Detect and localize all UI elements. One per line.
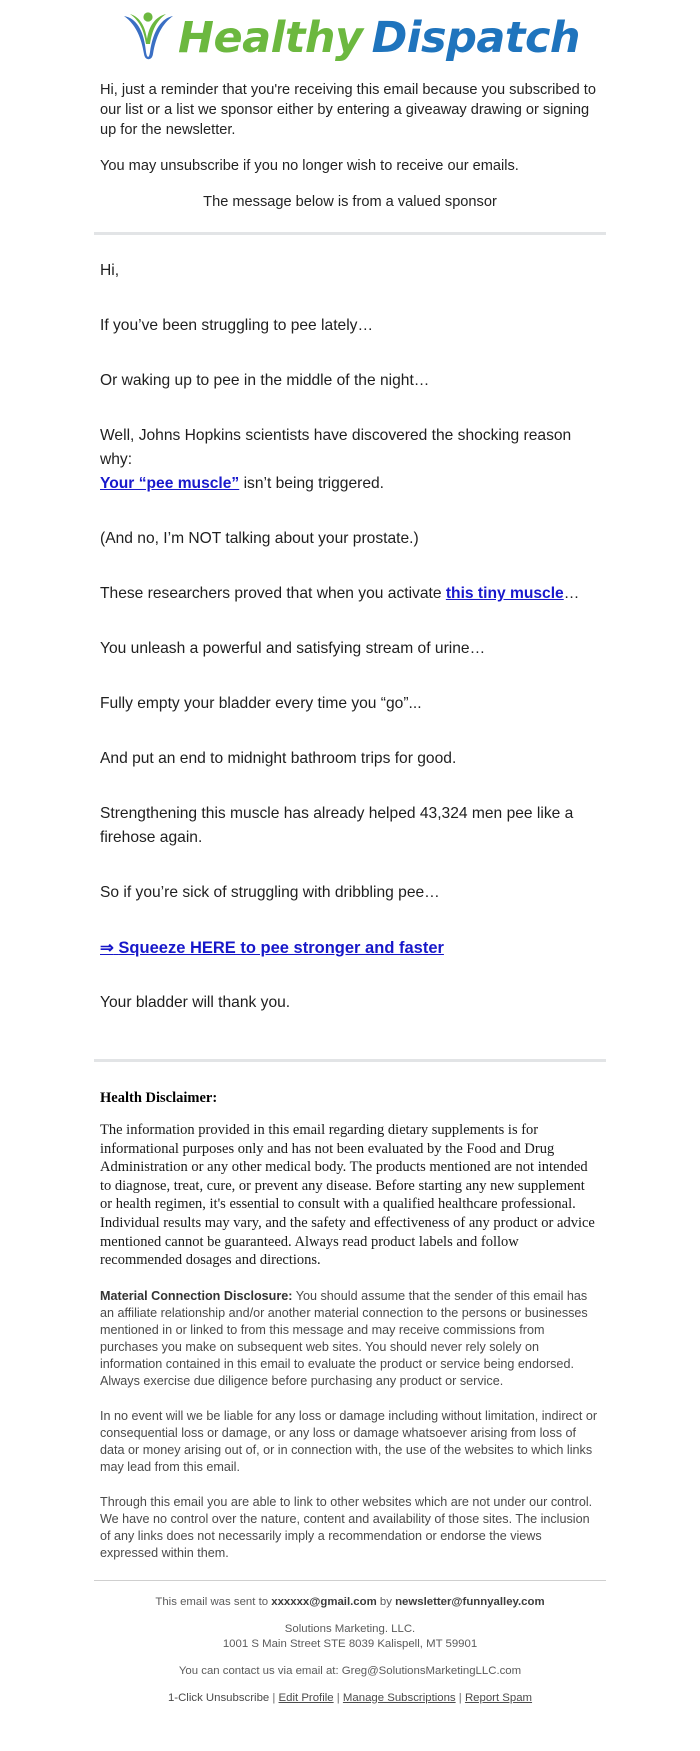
contact-line: You can contact us via email at: Greg@SolutionsMarketingLLC.com [178,1664,522,1677]
liability-text: In no event will we be liable for any loss or damage including without limitation, indirect or consequential loss or damage, or any loss or damage whatsoever arising from loss of data or money arising out of, or in connection with, the use of the websites to which links may lead from this email. [100,1408,598,1474]
cta-link[interactable] [100,939,444,957]
footer-separator-1: | [269,1691,279,1704]
street-address: 1001 S Main Street STE 8039 Kalispell, MT 59901 [222,1637,478,1650]
sender-email: newsletter@funnyalley.com [395,1595,545,1608]
one-click-unsubscribe-link[interactable]: 1-Click Unsubscribe [167,1691,270,1704]
greeting: Hi, [100,262,120,279]
paragraph-5-lead: These researchers proved that when you activate [100,585,446,602]
paragraph-2: Or waking up to pee in the middle of the night… [100,372,430,389]
sponsor-message [0,235,700,1015]
unsubscribe-note: You may unsubscribe if you no longer wish to receive our emails. [100,158,519,174]
logo-word-healthy: Healthy [177,13,363,63]
sent-middle: by [376,1595,396,1608]
company-name: Solutions Marketing. LLC. [284,1622,416,1635]
recipient-email: xxxxxx@gmail.com [271,1595,377,1608]
paragraph-3-tail: isn’t being triggered. [239,475,384,492]
preamble-section [0,80,700,212]
material-connection-label: Material Connection Disclosure: [100,1288,293,1303]
sent-to-line [60,1595,640,1610]
double-arrow-right-icon: ⇒ [100,939,114,957]
pee-muscle-link[interactable]: Your “pee muscle” [100,475,240,492]
paragraph-9: Strengthening this muscle has already helped 43,324 men pee like a firehose again. [100,805,574,846]
paragraph-3 [100,424,600,496]
paragraph-5 [100,582,600,606]
paragraph-3-lead: Well, Johns Hopkins scientists have discovered the shocking reason why: [100,427,572,468]
person-swoosh-logo-icon [120,8,176,64]
paragraph-5-tail: … [563,585,580,602]
brand-header [0,0,700,80]
paragraph-8: And put an end to midnight bathroom trips for good. [100,750,457,767]
footer-separator-3: | [455,1691,465,1704]
health-disclaimer-heading: Health Disclaimer: [100,1090,218,1106]
logo-word-dispatch: Dispatch [371,13,581,63]
edit-profile-link[interactable]: Edit Profile [278,1691,334,1704]
cta-paragraph [100,936,600,961]
manage-subscriptions-link[interactable]: Manage Subscriptions [342,1691,456,1704]
paragraph-7: Fully empty your bladder every time you “go”... [100,695,422,712]
paragraph-4: (And no, I’m NOT talking about your prostate.) [100,530,419,547]
disclaimer-section [0,1062,700,1562]
health-disclaimer-text: The information provided in this email regarding dietary supplements is for informational purposes only and has not been evaluated by the Food and Drug Administration or any other medical body. The products mentioned are not intended to diagnose, treat, cure, or prevent any disease. Before starting any new supplement or health regimen, it's essential to consult with a qualified healthcare professional. Individual results may vary, and the safety and effectiveness of any product or advice mentioned cannot be guaranteed. Always read product labels and follow recommended dosages and directions. [100,1122,595,1269]
paragraph-6: You unleash a powerful and satisfying stream of urine… [100,640,486,657]
material-connection-disclosure [100,1288,600,1390]
report-spam-link[interactable]: Report Spam [464,1691,533,1704]
email-footer [0,1581,700,1734]
reminder-text: Hi, just a reminder that you're receiving this email because you subscribed to our list or a list we sponsor either by entering a giveaway drawing or signing up for the newsletter. [100,82,596,138]
external-links-text: Through this email you are able to link to other websites which are not under our control. We have no control over the nature, content and availability of those sites. The inclusion of any links does not necessarily imply a recommendation or endorse the views expressed within them. [100,1494,593,1560]
paragraph-11: Your bladder will thank you. [100,994,291,1011]
footer-separator-2: | [333,1691,343,1704]
sponsor-note: The message below is from a valued sponsor [203,194,497,210]
cta-link-label: Squeeze HERE to pee stronger and faster [118,939,444,957]
tiny-muscle-link[interactable]: this tiny muscle [445,585,564,602]
sent-prefix: This email was sent to [155,1595,272,1608]
paragraph-1: If you’ve been struggling to pee lately… [100,317,374,334]
footer-links [60,1691,640,1706]
paragraph-10: So if you’re sick of struggling with dribbling pee… [100,884,440,901]
logo [120,6,580,70]
company-address [60,1622,640,1652]
material-connection-text: You should assume that the sender of this email has an affiliate relationship and/or another material connection to the persons or businesses mentioned in or linked to from this message and may receive commissions from purchases you make on subsequent web sites. You should never rely solely on information contained in this email to evaluate the product or service being endorsed. Always exercise due diligence before purchasing any product or service. [100,1288,588,1388]
